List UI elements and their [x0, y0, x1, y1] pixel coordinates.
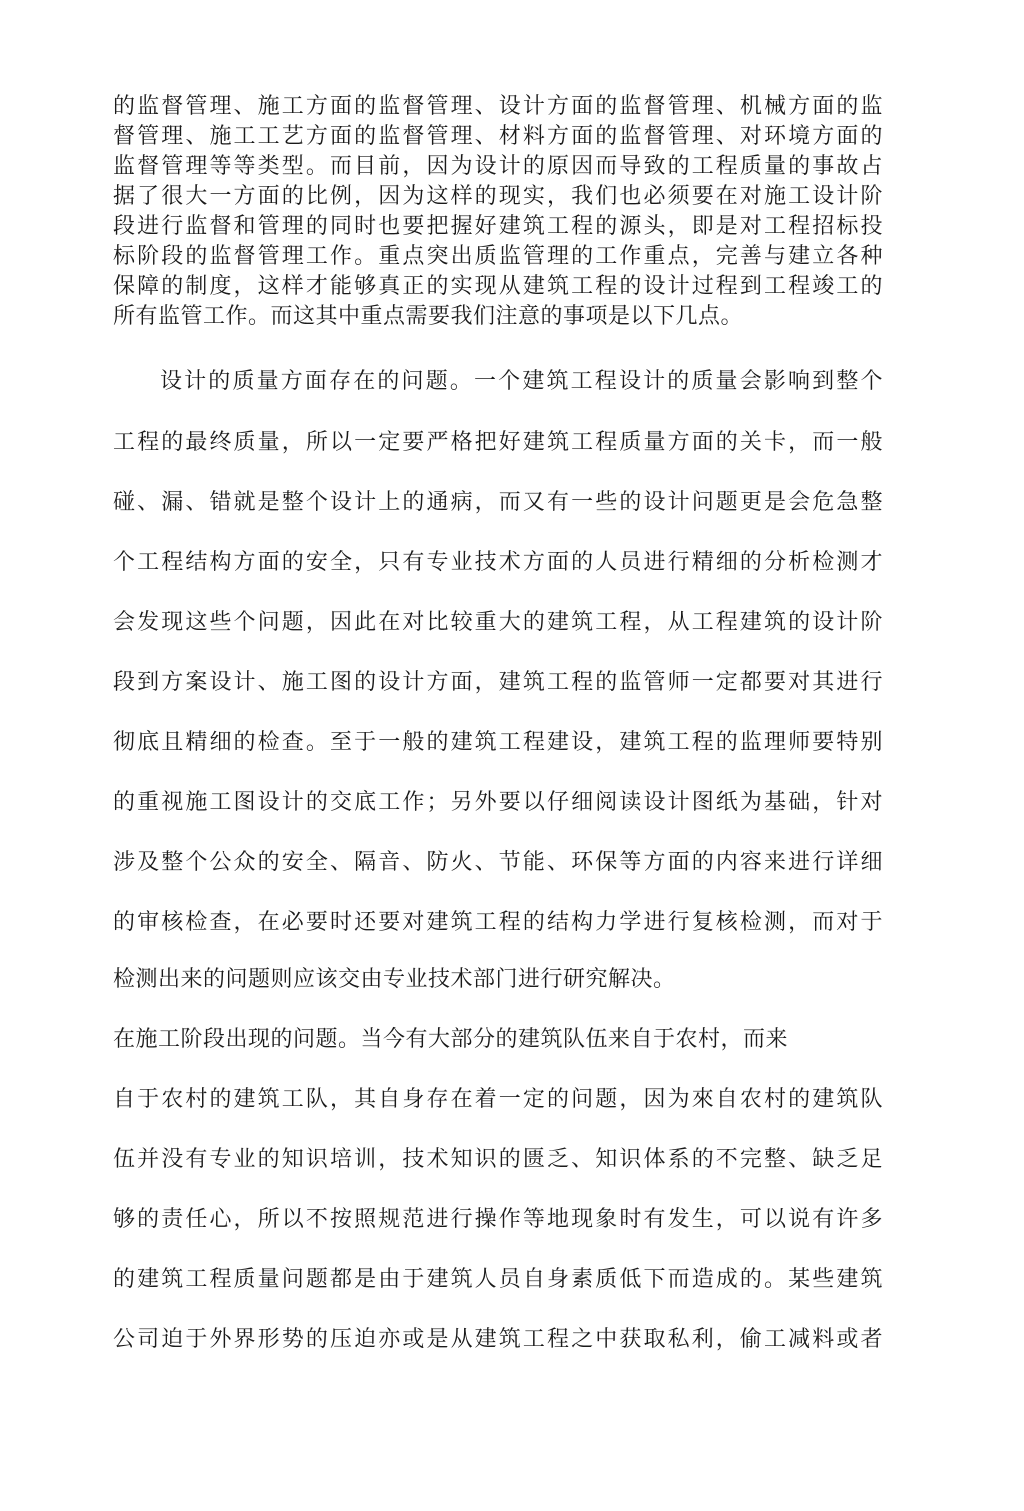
- body-text-line: 监督管理等等类型。而目前，因为设计的原因而导致的工程质量的事故占: [113, 154, 883, 179]
- body-text-line: 标阶段的监督管理工作。重点突出质监管理的工作重点，完善与建立各种: [113, 244, 883, 269]
- body-text-line: 涉及整个公众的安全、隔音、防火、节能、环保等方面的内容来进行详细: [113, 850, 883, 875]
- body-text-line: 的审核检查，在必要时还要对建筑工程的结构力学进行复核检测，而对于: [113, 910, 883, 935]
- body-text-line: 段进行监督和管理的同时也要把握好建筑工程的源头，即是对工程招标投: [113, 214, 883, 239]
- body-text-line: 的建筑工程质量问题都是由于建筑人员自身素质低下而造成的。某些建筑: [113, 1267, 883, 1292]
- body-text-line: 工程的最终质量，所以一定要严格把好建筑工程质量方面的关卡，而一般: [113, 430, 883, 455]
- body-text-line: 的监督管理、施工方面的监督管理、设计方面的监督管理、机械方面的监: [113, 94, 883, 119]
- body-text-line: 在施工阶段出现的问题。当今有大部分的建筑队伍来自于农村，而来: [113, 1027, 789, 1052]
- body-text-line: 段到方案设计、施工图的设计方面，建筑工程的监管师一定都要对其进行: [113, 670, 883, 695]
- body-text-line: 伍并没有专业的知识培训，技术知识的匮乏、知识体系的不完整、缺乏足: [113, 1147, 883, 1172]
- body-text-line: 据了很大一方面的比例，因为这样的现实，我们也必须要在对施工设计阶: [113, 184, 883, 209]
- body-text-line: 自于农村的建筑工队，其自身存在着一定的问题，因为來自农村的建筑队: [113, 1087, 883, 1112]
- body-text-line: 设计的质量方面存在的问题。一个建筑工程设计的质量会影响到整个: [160, 369, 883, 394]
- body-text-line: 会发现这些个问题，因此在对比较重大的建筑工程，从工程建筑的设计阶: [113, 610, 883, 635]
- body-text-line: 检测出来的问题则应该交由专业技术部门进行研究解决。: [113, 967, 676, 992]
- body-text-line: 保障的制度，这样才能够真正的实现从建筑工程的设计过程到工程竣工的: [113, 274, 883, 299]
- body-text-line: 所有监管工作。而这其中重点需要我们注意的事项是以下几点。: [113, 304, 744, 329]
- body-text-line: 公司迫于外界形势的压迫亦或是从建筑工程之中获取私利，偷工减料或者: [113, 1327, 883, 1352]
- body-text-line: 彻底且精细的检查。至于一般的建筑工程建设，建筑工程的监理师要特别: [113, 730, 883, 755]
- body-text-line: 个工程结构方面的安全，只有专业技术方面的人员进行精细的分析检测才: [113, 550, 883, 575]
- body-text-line: 督管理、施工工艺方面的监督管理、材料方面的监督管理、对环境方面的: [113, 124, 883, 149]
- body-text-line: 碰、漏、错就是整个设计上的通病，而又有一些的设计问题更是会危急整: [113, 490, 883, 515]
- body-text-line: 的重视施工图设计的交底工作；另外要以仔细阅读设计图纸为基础，针对: [113, 790, 883, 815]
- body-text-line: 够的责任心，所以不按照规范进行操作等地现象时有发生，可以说有许多: [113, 1207, 883, 1232]
